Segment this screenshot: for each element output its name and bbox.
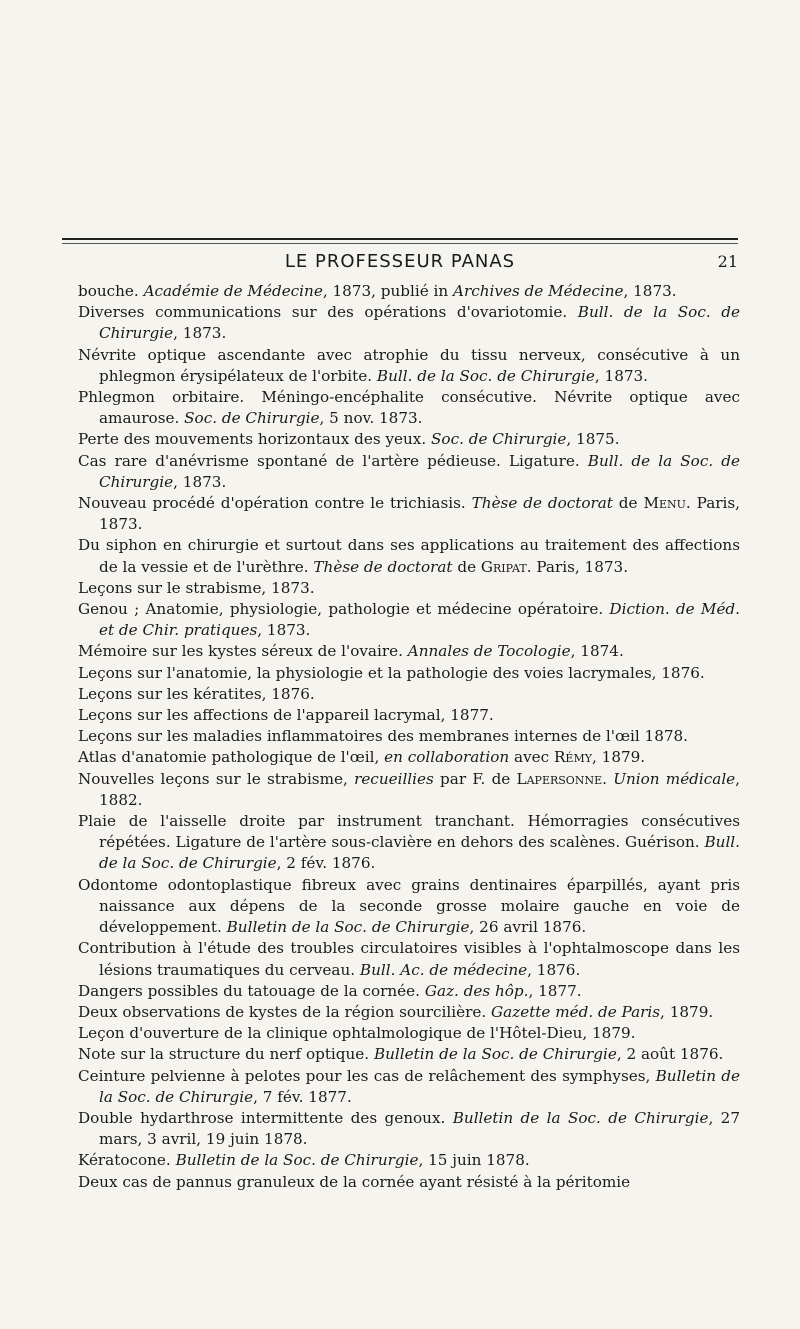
entry-author-smallcaps: Lapersonne — [516, 769, 603, 788]
entry-text: Mémoire sur les kystes séreux de l'ovaire. — [78, 642, 408, 661]
entry-text: Plaie de l'aisselle droite par instrument tranchant. Hémorragies consécutives répétées. Ligature de l'artère sous-clavière en dehors des scalènes. Guérison. — [78, 812, 740, 852]
header-rule — [62, 238, 738, 240]
entry-text: Du siphon en chirurgie et surtout dans ses applications au traitement des affections de la vessie et de l'urèthre. — [78, 536, 740, 576]
entry-source-italic: recueillies — [354, 769, 434, 788]
entry-text: Perte des mouvements horizontaux des yeux. — [78, 430, 432, 449]
entry-text: , 26 avril 1876. — [469, 918, 587, 937]
bibliography-entry — [78, 1023, 740, 1044]
bibliography-entry — [78, 493, 740, 535]
bibliography-entry — [78, 535, 740, 577]
entry-text: Odontome odontoplastique fibreux avec grains dentinaires éparpillés, ayant pris naissance aux dépens de la seconde grosse molaire gauche en voie de développement. — [78, 875, 740, 937]
entry-text: Leçons sur le strabisme, 1873. — [78, 578, 315, 597]
entry-text: Leçons sur les kératites, 1876. — [78, 684, 315, 703]
entry-text: , 1882. — [99, 769, 740, 809]
entry-text: Cas rare d'anévrisme spontané de l'artère pédieuse. Ligature. — [78, 451, 588, 470]
entry-text: Nouvelles leçons sur le strabisme, — [78, 769, 355, 788]
entry-text: Double hydarthrose intermittente des genoux. — [78, 1108, 453, 1127]
entry-text: Atlas d'anatomie pathologique de l'œil, — [78, 748, 385, 767]
bibliography-entry — [78, 599, 740, 641]
entry-text: Leçons sur l'anatomie, la physiologie et la pathologie des voies lacrymales, 1876. — [78, 663, 705, 682]
bibliography-entry — [78, 875, 740, 939]
entry-text: , 1873. — [623, 282, 677, 300]
bibliography-entry — [78, 981, 740, 1002]
entry-source-italic: Bull. de la Soc. de Chirurgie — [99, 833, 740, 873]
header-rule-thin — [62, 243, 738, 244]
entry-text: Leçons sur les affections de l'appareil lacrymal, 1877. — [78, 706, 494, 725]
entry-source-italic: Gazette méd. de Paris — [491, 1002, 661, 1021]
bibliography-entry — [78, 345, 740, 387]
entry-text: de — [612, 494, 644, 513]
entry-text: , 1873. — [173, 472, 227, 491]
entry-text: Deux observations de kystes de la région sourcilière. — [78, 1002, 492, 1021]
bibliography-entry — [78, 1150, 740, 1171]
entry-text: Nouveau procédé d'opération contre le trichiasis. — [78, 494, 472, 513]
entry-source-italic: Bulletin de la Soc. de Chirurgie — [226, 918, 470, 937]
entry-author-smallcaps: Menu — [643, 494, 686, 513]
bibliography-entry — [78, 578, 740, 599]
entry-source-italic: Bull. Ac. de médecine — [359, 960, 528, 979]
entry-source-italic: Archives de Médecine — [453, 282, 624, 300]
entry-text: Ceinture pelvienne à pelotes pour les cas de relâchement des symphyses, — [78, 1066, 656, 1085]
entry-text: , 1875. — [566, 430, 620, 449]
entry-text: . Paris, 1873. — [526, 557, 629, 576]
entry-text: Genou ; Anatomie, physiologie, pathologie et médecine opératoire. — [78, 600, 610, 619]
bibliography-entry — [78, 281, 740, 302]
bibliography-entry — [78, 811, 740, 875]
entry-text: , 1873, publié in — [322, 282, 453, 300]
page-number: 21 — [717, 252, 738, 271]
entry-text: . Paris, 1873. — [99, 494, 740, 534]
bibliography-entry — [78, 726, 740, 747]
entry-text: , 1877. — [528, 981, 582, 1000]
bibliography-entry — [78, 451, 740, 493]
bibliography-entry — [78, 663, 740, 684]
bibliography-entry — [78, 387, 740, 429]
bibliography-list — [78, 281, 740, 1193]
bibliography-entry — [78, 1108, 740, 1150]
bibliography-entry — [78, 1002, 740, 1023]
entry-source-italic: Bull. de la Soc. de Chirurgie — [99, 451, 740, 491]
entry-text: Phlegmon orbitaire. Méningo-encéphalite consécutive. Névrite optique avec amaurose. — [78, 388, 740, 428]
bibliography-entry — [78, 429, 740, 450]
bibliography-entry — [78, 1172, 740, 1193]
entry-text: , 2 août 1876. — [616, 1045, 724, 1064]
entry-text: bouche. — [78, 282, 144, 300]
entry-text: Leçon d'ouverture de la clinique ophtalmologique de l'Hôtel-Dieu, 1879. — [78, 1024, 636, 1043]
entry-source-italic: Bulletin de la Soc. de Chirurgie — [452, 1108, 709, 1127]
entry-text: , 1873. — [594, 366, 649, 385]
entry-source-italic: Union médicale — [613, 769, 736, 788]
entry-text: Kératocone. — [78, 1151, 176, 1170]
entry-text: Contribution à l'étude des troubles circulatoires visibles à l'ophtalmoscope dans les lésions traumatiques du cerveau. — [78, 939, 740, 979]
entry-author-smallcaps: Gripat — [480, 557, 527, 576]
bibliography-entry — [78, 641, 740, 662]
entry-source-italic: Bull. de la Soc. de Chirurgie — [99, 303, 740, 343]
entry-text: , 1876. — [527, 960, 581, 979]
entry-source-italic: Bull. de la Soc. de Chirurgie — [376, 366, 595, 385]
bibliography-entry — [78, 769, 740, 811]
entry-text: Dangers possibles du tatouage de la cornée. — [78, 981, 425, 1000]
bibliography-entry — [78, 302, 740, 344]
entry-source-italic: Académie de Médecine — [143, 282, 323, 300]
entry-text: , 27 mars, 3 avril, 19 juin 1878. — [99, 1108, 741, 1149]
entry-text: Leçons sur les maladies inflammatoires des membranes internes de l'œil 1878. — [78, 727, 689, 746]
bibliography-entry — [78, 1066, 740, 1108]
entry-source-italic: Bulletin de la Soc. de Chirurgie — [373, 1045, 617, 1064]
entry-source-italic: Thèse de doctorat — [471, 494, 613, 513]
entry-text: , 1879. — [592, 748, 646, 767]
entry-source-italic: Soc. de Chirurgie — [184, 409, 320, 428]
entry-text: , 5 nov. 1873. — [319, 409, 423, 428]
entry-text: Diverses communications sur des opérations d'ovariotomie. — [78, 303, 578, 322]
bibliography-entry — [78, 938, 740, 980]
entry-text: Névrite optique ascendante avec atrophie du tissu nerveux, consécutive à un phlegmon érysipélateux de l'orbite. — [78, 345, 740, 385]
entry-source-italic: Gaz. des hôp. — [424, 981, 529, 1000]
entry-text: , 1873. — [257, 621, 311, 640]
bibliography-entry — [78, 684, 740, 705]
entry-text: , 7 fév. 1877. — [253, 1087, 352, 1106]
entry-source-italic: Thèse de doctorat — [313, 557, 453, 576]
entry-source-italic: Diction. de Méd. et de Chir. pratiques — [99, 600, 740, 640]
bibliography-entry — [78, 747, 740, 768]
entry-source-italic: en collaboration — [384, 748, 510, 767]
entry-text: avec — [509, 748, 554, 767]
entry-text: . — [602, 769, 614, 788]
entry-text: , 1873. — [173, 324, 227, 343]
running-title: LE PROFESSEUR PANAS — [284, 251, 516, 272]
entry-text: , 15 juin 1878. — [418, 1151, 530, 1170]
entry-text: , 1874. — [570, 642, 624, 661]
entry-text: , 1879. — [660, 1002, 714, 1021]
entry-author-smallcaps: Rémy — [554, 748, 592, 767]
entry-source-italic: Soc. de Chirurgie — [431, 430, 567, 449]
entry-source-italic: Bulletin de la Soc. de Chirurgie — [175, 1151, 419, 1170]
entry-text: Note sur la structure du nerf optique. — [78, 1045, 374, 1064]
entry-source-italic: Bulletin de la Soc. de Chirurgie — [99, 1066, 740, 1106]
bibliography-entry — [78, 705, 740, 726]
entry-text: par F. de — [433, 769, 517, 788]
entry-text: Deux cas de pannus granuleux de la cornée ayant résisté à la péritomie — [78, 1172, 631, 1191]
bibliography-entry — [78, 1044, 740, 1065]
entry-text: de — [452, 557, 481, 576]
entry-source-italic: Annales de Tocologie — [407, 642, 571, 661]
entry-text: , 2 fév. 1876. — [276, 854, 376, 873]
